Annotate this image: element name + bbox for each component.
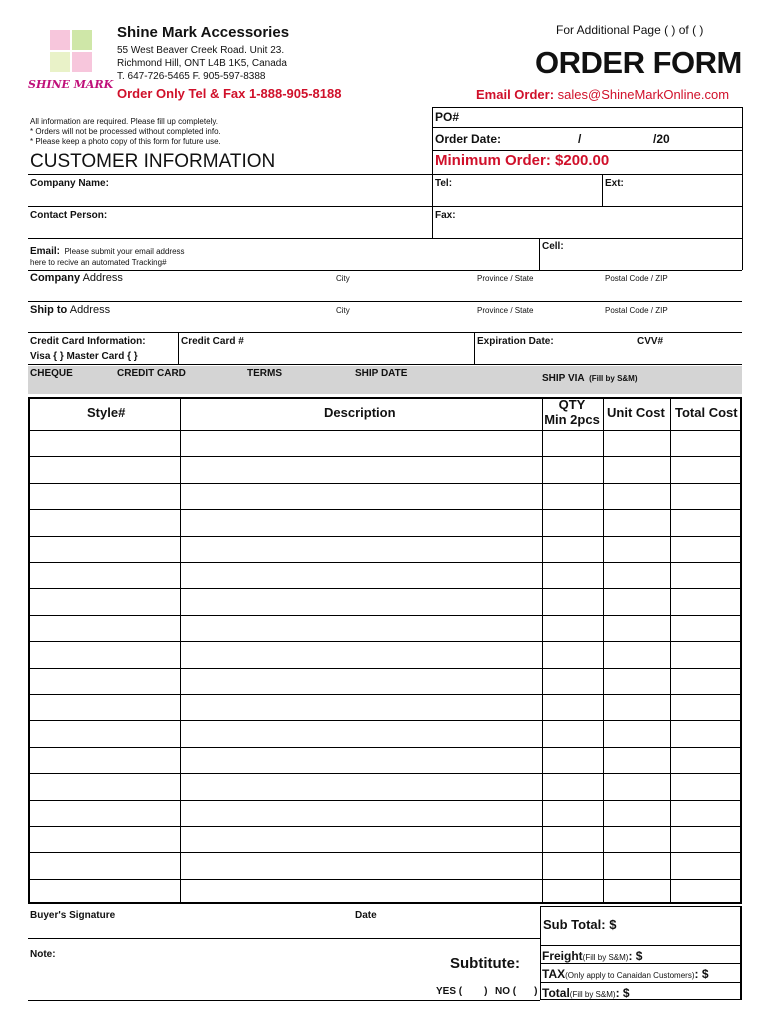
order-row-18-total-cost-cell[interactable]	[671, 880, 743, 904]
order-row-5-total-cost-cell[interactable]	[671, 537, 743, 561]
order-row-16-description-cell[interactable]	[181, 827, 541, 851]
order-row-14-unit-cost-cell[interactable]	[604, 774, 669, 798]
ship-postal-label: Postal Code / ZIP	[605, 306, 668, 315]
col-qty-header	[542, 397, 602, 427]
order-date-year: /20	[653, 132, 670, 146]
order-row-14-description-cell[interactable]	[181, 774, 541, 798]
no-close: )	[534, 986, 538, 997]
total-note: (Fill by S&M)	[569, 990, 616, 999]
footer-date-label: Date	[355, 910, 377, 921]
order-row-2-qty-cell[interactable]	[543, 457, 602, 481]
company-address-line1: 55 West Beaver Creek Road. Unit 23.	[117, 45, 285, 56]
order-row-15-description-cell[interactable]	[181, 801, 541, 825]
yes-close: )	[484, 986, 488, 997]
cell-field[interactable]: Cell:	[542, 241, 564, 252]
yes-label: YES (	[436, 986, 463, 997]
order-row-9-total-cost-cell[interactable]	[671, 642, 743, 666]
ship-to-rest: Address	[67, 304, 111, 316]
logo-text: SHINE MARK	[28, 78, 114, 91]
order-row-9-unit-cost-cell[interactable]	[604, 642, 669, 666]
order-row-2-total-cost-cell[interactable]	[671, 457, 743, 481]
order-row-17-unit-cost-cell[interactable]	[604, 853, 669, 877]
tax-dollar: : $	[694, 967, 709, 981]
col-qty-line2: Min 2pcs	[544, 412, 600, 427]
order-row-2-unit-cost-cell[interactable]	[604, 457, 669, 481]
email-field[interactable]	[30, 241, 185, 259]
order-row-5-unit-cost-cell[interactable]	[604, 537, 669, 561]
note-line1: All information are required. Please fill up completely.	[30, 117, 218, 126]
col-total-cost-header: Total Cost	[675, 405, 738, 420]
order-row-12-style-cell[interactable]	[31, 721, 179, 745]
visa-master-option[interactable]: Visa { } Master Card { }	[30, 351, 138, 362]
order-row-1-total-cost-cell[interactable]	[671, 431, 743, 455]
credit-card-info-label: Credit Card Information:	[30, 336, 146, 347]
order-row-6-style-cell[interactable]	[31, 563, 179, 587]
order-row-9-style-cell[interactable]	[31, 642, 179, 666]
order-row-3-total-cost-cell[interactable]	[671, 484, 743, 508]
col-style-header: Style#	[87, 405, 126, 420]
order-row-13-total-cost-cell[interactable]	[671, 748, 743, 772]
order-row-11-total-cost-cell[interactable]	[671, 695, 743, 719]
email-hint2: here to recive an automated Tracking#	[30, 258, 167, 267]
order-row-12-total-cost-cell[interactable]	[671, 721, 743, 745]
order-row-12-unit-cost-cell[interactable]	[604, 721, 669, 745]
order-row-4-qty-cell[interactable]	[543, 510, 602, 534]
ship-via-note: (Fill by S&M)	[589, 374, 638, 383]
order-row-16-total-cost-cell[interactable]	[671, 827, 743, 851]
subtitute-no[interactable]	[495, 986, 537, 997]
credit-card-option[interactable]: CREDIT CARD	[117, 368, 186, 379]
order-row-18-style-cell[interactable]	[31, 880, 179, 904]
ship-via-option[interactable]	[542, 368, 638, 386]
order-row-8-style-cell[interactable]	[31, 616, 179, 640]
order-row-17-qty-cell[interactable]	[543, 853, 602, 877]
logo-tile-2	[72, 30, 92, 50]
order-row-5-qty-cell[interactable]	[543, 537, 602, 561]
order-row-18-description-cell[interactable]	[181, 880, 541, 904]
logo-tile-3	[50, 52, 70, 72]
order-row-15-total-cost-cell[interactable]	[671, 801, 743, 825]
order-row-3-unit-cost-cell[interactable]	[604, 484, 669, 508]
company-name-field[interactable]: Company Name:	[30, 178, 109, 189]
order-row-2-description-cell[interactable]	[181, 457, 541, 481]
order-row-7-description-cell[interactable]	[181, 589, 541, 613]
order-row-17-style-cell[interactable]	[31, 853, 179, 877]
ship-province-label: Province / State	[477, 306, 534, 315]
order-row-7-unit-cost-cell[interactable]	[604, 589, 669, 613]
order-row-15-qty-cell[interactable]	[543, 801, 602, 825]
total-field[interactable]	[542, 984, 630, 1002]
order-row-11-style-cell[interactable]	[31, 695, 179, 719]
company-address-field[interactable]	[30, 272, 123, 284]
order-row-17-total-cost-cell[interactable]	[671, 853, 743, 877]
order-row-4-style-cell[interactable]	[31, 510, 179, 534]
order-row-3-style-cell[interactable]	[31, 484, 179, 508]
minimum-order: Minimum Order: $200.00	[435, 152, 610, 169]
terms-option[interactable]: TERMS	[247, 368, 282, 379]
credit-card-number-field[interactable]: Credit Card #	[181, 336, 244, 347]
order-row-13-description-cell[interactable]	[181, 748, 541, 772]
order-row-3-qty-cell[interactable]	[543, 484, 602, 508]
no-label: NO (	[495, 986, 517, 997]
order-row-6-total-cost-cell[interactable]	[671, 563, 743, 587]
company-postal-label: Postal Code / ZIP	[605, 274, 668, 283]
email-hint1: Please submit your email address	[64, 247, 185, 256]
order-row-8-total-cost-cell[interactable]	[671, 616, 743, 640]
order-row-10-style-cell[interactable]	[31, 669, 179, 693]
ship-via-label: SHIP VIA	[542, 373, 585, 384]
order-row-16-style-cell[interactable]	[31, 827, 179, 851]
order-row-1-unit-cost-cell[interactable]	[604, 431, 669, 455]
company-address-bold: Company	[30, 272, 81, 284]
order-phone-line: Order Only Tel & Fax 1-888-905-8188	[117, 86, 342, 101]
email-order-label: Email Order:	[476, 87, 555, 102]
order-row-7-style-cell[interactable]	[31, 589, 179, 613]
company-name: Shine Mark Accessories	[117, 24, 290, 41]
order-row-10-qty-cell[interactable]	[543, 669, 602, 693]
order-row-1-qty-cell[interactable]	[543, 431, 602, 455]
order-row-10-description-cell[interactable]	[181, 669, 541, 693]
order-row-10-total-cost-cell[interactable]	[671, 669, 743, 693]
ext-field[interactable]: Ext:	[605, 178, 624, 189]
email-order	[476, 87, 729, 102]
order-date-label[interactable]: Order Date:	[435, 132, 502, 146]
col-description-header: Description	[324, 405, 396, 420]
order-table	[28, 397, 742, 904]
ship-to-address-field[interactable]	[30, 304, 110, 316]
order-row-5-description-cell[interactable]	[181, 537, 541, 561]
company-address-rest: Address	[80, 272, 123, 284]
tax-note: (Only apply to Canaidan Customers)	[565, 971, 695, 980]
order-row-18-unit-cost-cell[interactable]	[604, 880, 669, 904]
order-row-11-unit-cost-cell[interactable]	[604, 695, 669, 719]
order-row-18-qty-cell[interactable]	[543, 880, 602, 904]
order-row-11-description-cell[interactable]	[181, 695, 541, 719]
note-line3: * Please keep a photo copy of this form for future use.	[30, 137, 221, 146]
form-title: ORDER FORM	[535, 45, 742, 80]
order-row-4-description-cell[interactable]	[181, 510, 541, 534]
order-row-17-description-cell[interactable]	[181, 853, 541, 877]
order-row-1-style-cell[interactable]	[31, 431, 179, 455]
company-logo	[28, 28, 114, 100]
company-province-label: Province / State	[477, 274, 534, 283]
tax-label: TAX	[542, 967, 566, 981]
note-line2: * Orders will not be processed without completed info.	[30, 127, 221, 136]
order-row-16-qty-cell[interactable]	[543, 827, 602, 851]
logo-tile-4	[72, 52, 92, 72]
total-label: Total	[542, 986, 570, 1000]
order-row-4-total-cost-cell[interactable]	[671, 510, 743, 534]
contact-person-field[interactable]: Contact Person:	[30, 210, 108, 221]
logo-tile-1	[50, 30, 70, 50]
order-row-14-style-cell[interactable]	[31, 774, 179, 798]
email-label: Email:	[30, 246, 61, 257]
subtotal-label[interactable]: Sub Total: $	[543, 917, 617, 932]
ship-city-label: City	[336, 306, 350, 315]
cheque-option[interactable]: CHEQUE	[30, 368, 73, 379]
tel-field[interactable]: Tel:	[435, 178, 453, 189]
order-row-4-unit-cost-cell[interactable]	[604, 510, 669, 534]
total-dollar: : $	[615, 986, 630, 1000]
customer-info-heading: CUSTOMER INFORMATION	[30, 151, 276, 172]
order-row-8-unit-cost-cell[interactable]	[604, 616, 669, 640]
order-row-6-description-cell[interactable]	[181, 563, 541, 587]
order-row-13-unit-cost-cell[interactable]	[604, 748, 669, 772]
order-row-13-style-cell[interactable]	[31, 748, 179, 772]
order-row-7-total-cost-cell[interactable]	[671, 589, 743, 613]
tax-field[interactable]	[542, 965, 709, 983]
col-unit-cost-header: Unit Cost	[607, 405, 665, 420]
additional-page: For Additional Page ( ) of ( )	[556, 23, 704, 37]
order-row-14-qty-cell[interactable]	[543, 774, 602, 798]
subtitute-label: Subtitute:	[450, 955, 520, 972]
col-qty-line1: QTY	[558, 397, 586, 412]
order-row-6-qty-cell[interactable]	[543, 563, 602, 587]
fax-field[interactable]: Fax:	[435, 210, 456, 221]
order-date-slash: /	[578, 132, 582, 146]
order-row-12-qty-cell[interactable]	[543, 721, 602, 745]
order-row-15-unit-cost-cell[interactable]	[604, 801, 669, 825]
order-row-13-qty-cell[interactable]	[543, 748, 602, 772]
order-row-5-style-cell[interactable]	[31, 537, 179, 561]
cvv-field[interactable]: CVV#	[637, 336, 664, 347]
company-city-label: City	[336, 274, 350, 283]
ship-to-bold: Ship to	[30, 304, 68, 316]
order-row-14-total-cost-cell[interactable]	[671, 774, 743, 798]
order-row-9-description-cell[interactable]	[181, 642, 541, 666]
company-address-line2: Richmond Hill, ONT L4B 1K5, Canada	[117, 58, 287, 69]
order-row-7-qty-cell[interactable]	[543, 589, 602, 613]
order-row-10-unit-cost-cell[interactable]	[604, 669, 669, 693]
expiration-date-field[interactable]: Expiration Date:	[477, 336, 554, 347]
freight-note: (Fill by S&M)	[582, 953, 629, 962]
order-row-3-description-cell[interactable]	[181, 484, 541, 508]
ship-date-option[interactable]: SHIP DATE	[355, 368, 408, 379]
company-phone: T. 647-726-5465 F. 905-597-8388	[117, 71, 266, 82]
freight-label: Freight	[542, 949, 583, 963]
subtitute-yes[interactable]	[436, 986, 487, 997]
order-row-6-unit-cost-cell[interactable]	[604, 563, 669, 587]
note-label: Note:	[30, 949, 56, 960]
order-row-15-style-cell[interactable]	[31, 801, 179, 825]
order-row-8-description-cell[interactable]	[181, 616, 541, 640]
buyer-signature-label: Buyer's Signature	[30, 910, 116, 921]
order-row-1-description-cell[interactable]	[181, 431, 541, 455]
order-row-8-qty-cell[interactable]	[543, 616, 602, 640]
order-row-16-unit-cost-cell[interactable]	[604, 827, 669, 851]
order-row-12-description-cell[interactable]	[181, 721, 541, 745]
order-row-11-qty-cell[interactable]	[543, 695, 602, 719]
po-label[interactable]: PO#	[435, 110, 460, 124]
order-row-2-style-cell[interactable]	[31, 457, 179, 481]
order-row-9-qty-cell[interactable]	[543, 642, 602, 666]
email-order-value: sales@ShineMarkOnline.com	[557, 87, 730, 102]
freight-field[interactable]	[542, 947, 642, 965]
freight-dollar: : $	[628, 949, 643, 963]
